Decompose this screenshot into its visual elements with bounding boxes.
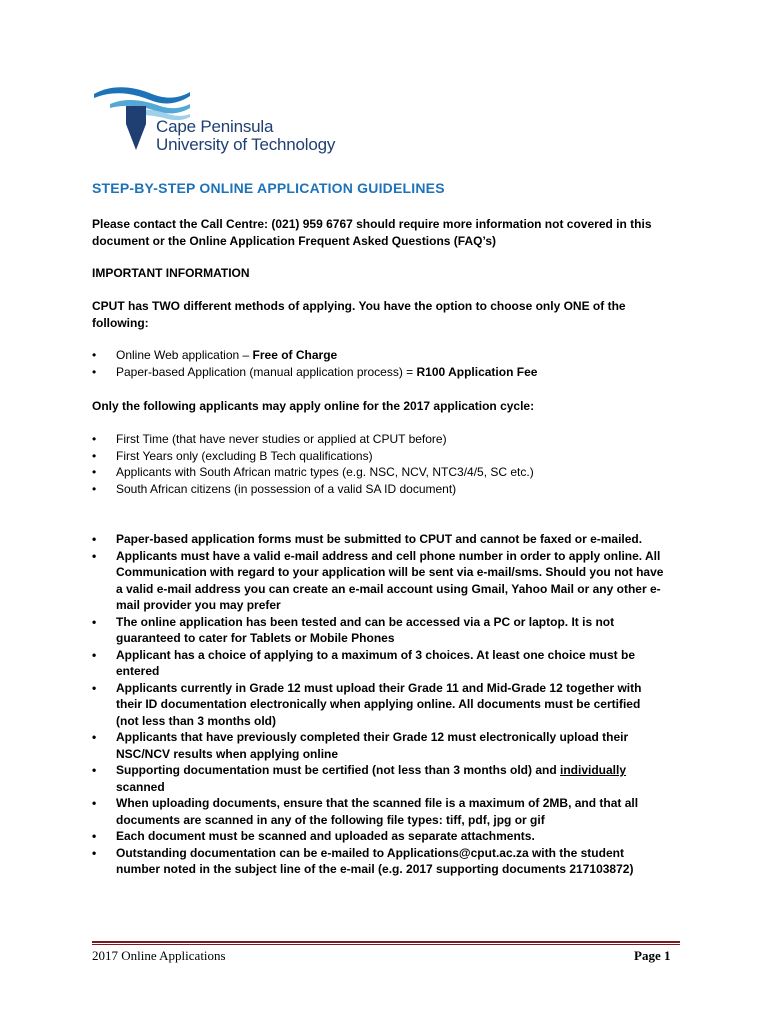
rule-line: Each document must be scanned and uploaded as separate attachments. (116, 829, 535, 843)
intro-line: document or the Online Application Frequent Asked Questions (FAQ’s) (92, 233, 497, 248)
footer-rule (92, 941, 680, 943)
list-item (92, 531, 692, 548)
rule-line: Applicants must have a valid e-mail address and cell phone number in order to apply online. All (116, 548, 661, 563)
list-item (92, 845, 692, 878)
bullet-icon (92, 431, 96, 448)
bullet-icon (92, 828, 96, 845)
list-item (92, 614, 692, 647)
bullet-icon (92, 762, 96, 779)
list-item (92, 431, 692, 448)
rule-line: (not less than 3 months old) (116, 713, 277, 728)
rule-line: Paper-based application forms must be submitted to CPUT and cannot be faxed or e-mailed. (116, 532, 643, 546)
bullet-icon (92, 680, 96, 697)
rule-line: their ID documentation electronically when applying online. All documents must be certified (116, 697, 641, 711)
logo-line-2: University of Technology (156, 135, 336, 154)
list-item (92, 729, 692, 762)
rule-line (116, 762, 692, 779)
methods-line: following: (92, 315, 149, 330)
logo-line-1: Cape Peninsula (156, 117, 274, 136)
list-item (92, 795, 692, 828)
rule-line: Applicants that have previously completed their Grade 12 must electronically upload their (116, 730, 629, 744)
eligibility-text: South African citizens (in possession of a valid SA ID document) (116, 481, 457, 496)
list-item (92, 481, 692, 498)
rules-list (92, 531, 692, 878)
bullet-icon (92, 464, 96, 481)
rule-line: documents are scanned in any of the following file types: tiff, pdf, jpg or gif (116, 812, 545, 827)
bullet-icon (92, 481, 96, 498)
rule-line: number noted in the subject line of the e-mail (e.g. 2017 supporting documents 217103872) (116, 862, 634, 876)
rule-line: guaranteed to cater for Tablets or Mobile Phones (116, 631, 395, 645)
rule-line: Applicants currently in Grade 12 must upload their Grade 11 and Mid-Grade 12 together with (116, 680, 642, 695)
list-item (92, 448, 692, 465)
bullet-icon (92, 347, 96, 364)
rule-text: Supporting documentation must be certified (not less than 3 months old) and (116, 763, 561, 777)
methods-list (92, 347, 692, 380)
methods-paragraph (92, 298, 692, 331)
rule-line: When uploading documents, ensure that the scanned file is a maximum of 2MB, and that all (116, 796, 639, 810)
bullet-icon (92, 548, 96, 565)
page-number: Page 1 (634, 948, 671, 963)
bullet-icon (92, 845, 96, 862)
rule-line: Outstanding documentation can be e-mailed to Applications@cput.ac.za with the student (116, 845, 624, 860)
cput-logo (92, 84, 352, 164)
eligibility-text: First Years only (excluding B Tech qualifications) (116, 448, 373, 463)
page-title: STEP-BY-STEP ONLINE APPLICATION GUIDELINES (92, 180, 445, 196)
eligibility-list (92, 431, 692, 497)
rule-line: Communication with regard to your application will be sent via e-mail/sms. Should you not have (116, 565, 664, 579)
intro-paragraph (92, 216, 692, 249)
method-price: Free of Charge (252, 348, 338, 362)
bullet-icon (92, 729, 96, 746)
important-heading: IMPORTANT INFORMATION (92, 266, 250, 280)
list-item (92, 464, 692, 481)
method-text: Online Web application – (116, 348, 253, 362)
rule-line: The online application has been tested and can be accessed via a PC or laptop. It is not (116, 614, 615, 629)
rule-line: scanned (116, 779, 165, 794)
method-text: Paper-based Application (manual application process) = (116, 364, 417, 379)
eligibility-text: First Time (that have never studies or applied at CPUT before) (116, 432, 447, 446)
rule-line: Applicant has a choice of applying to a maximum of 3 choices. At least one choice must be (116, 647, 636, 662)
eligibility-heading: Only the following applicants may apply online for the 2017 application cycle: (92, 399, 535, 413)
method-price: R100 Application Fee (416, 364, 538, 379)
bullet-icon (92, 364, 96, 381)
rule-line: entered (116, 664, 160, 678)
list-item (92, 680, 692, 730)
rule-line: a valid e-mail address you can create an e-mail account using Gmail, Yahoo Mail or any other e- (116, 581, 661, 596)
list-item (92, 347, 692, 364)
list-item (92, 647, 692, 680)
bullet-icon (92, 614, 96, 631)
list-item (92, 828, 692, 845)
rule-line: NSC/NCV results when applying online (116, 746, 339, 761)
rule-line: mail provider you may prefer (116, 598, 281, 612)
list-item (92, 762, 692, 795)
footer-rule (92, 944, 680, 945)
eligibility-text: Applicants with South African matric types (e.g. NSC, NCV, NTC3/4/5, SC etc.) (116, 465, 534, 479)
methods-line: CPUT has TWO different methods of applying. You have the option to choose only ONE of the (92, 299, 626, 313)
footer-title: 2017 Online Applications (92, 948, 226, 963)
list-item (92, 364, 692, 381)
intro-line: Please contact the Call Centre: (021) 959 6767 should require more information not covered in this (92, 217, 652, 231)
list-item (92, 548, 692, 614)
bullet-icon (92, 531, 96, 548)
bullet-icon (92, 647, 96, 664)
bullet-icon (92, 795, 96, 812)
rule-underlined-word: individually (560, 763, 627, 777)
bullet-icon (92, 448, 96, 465)
